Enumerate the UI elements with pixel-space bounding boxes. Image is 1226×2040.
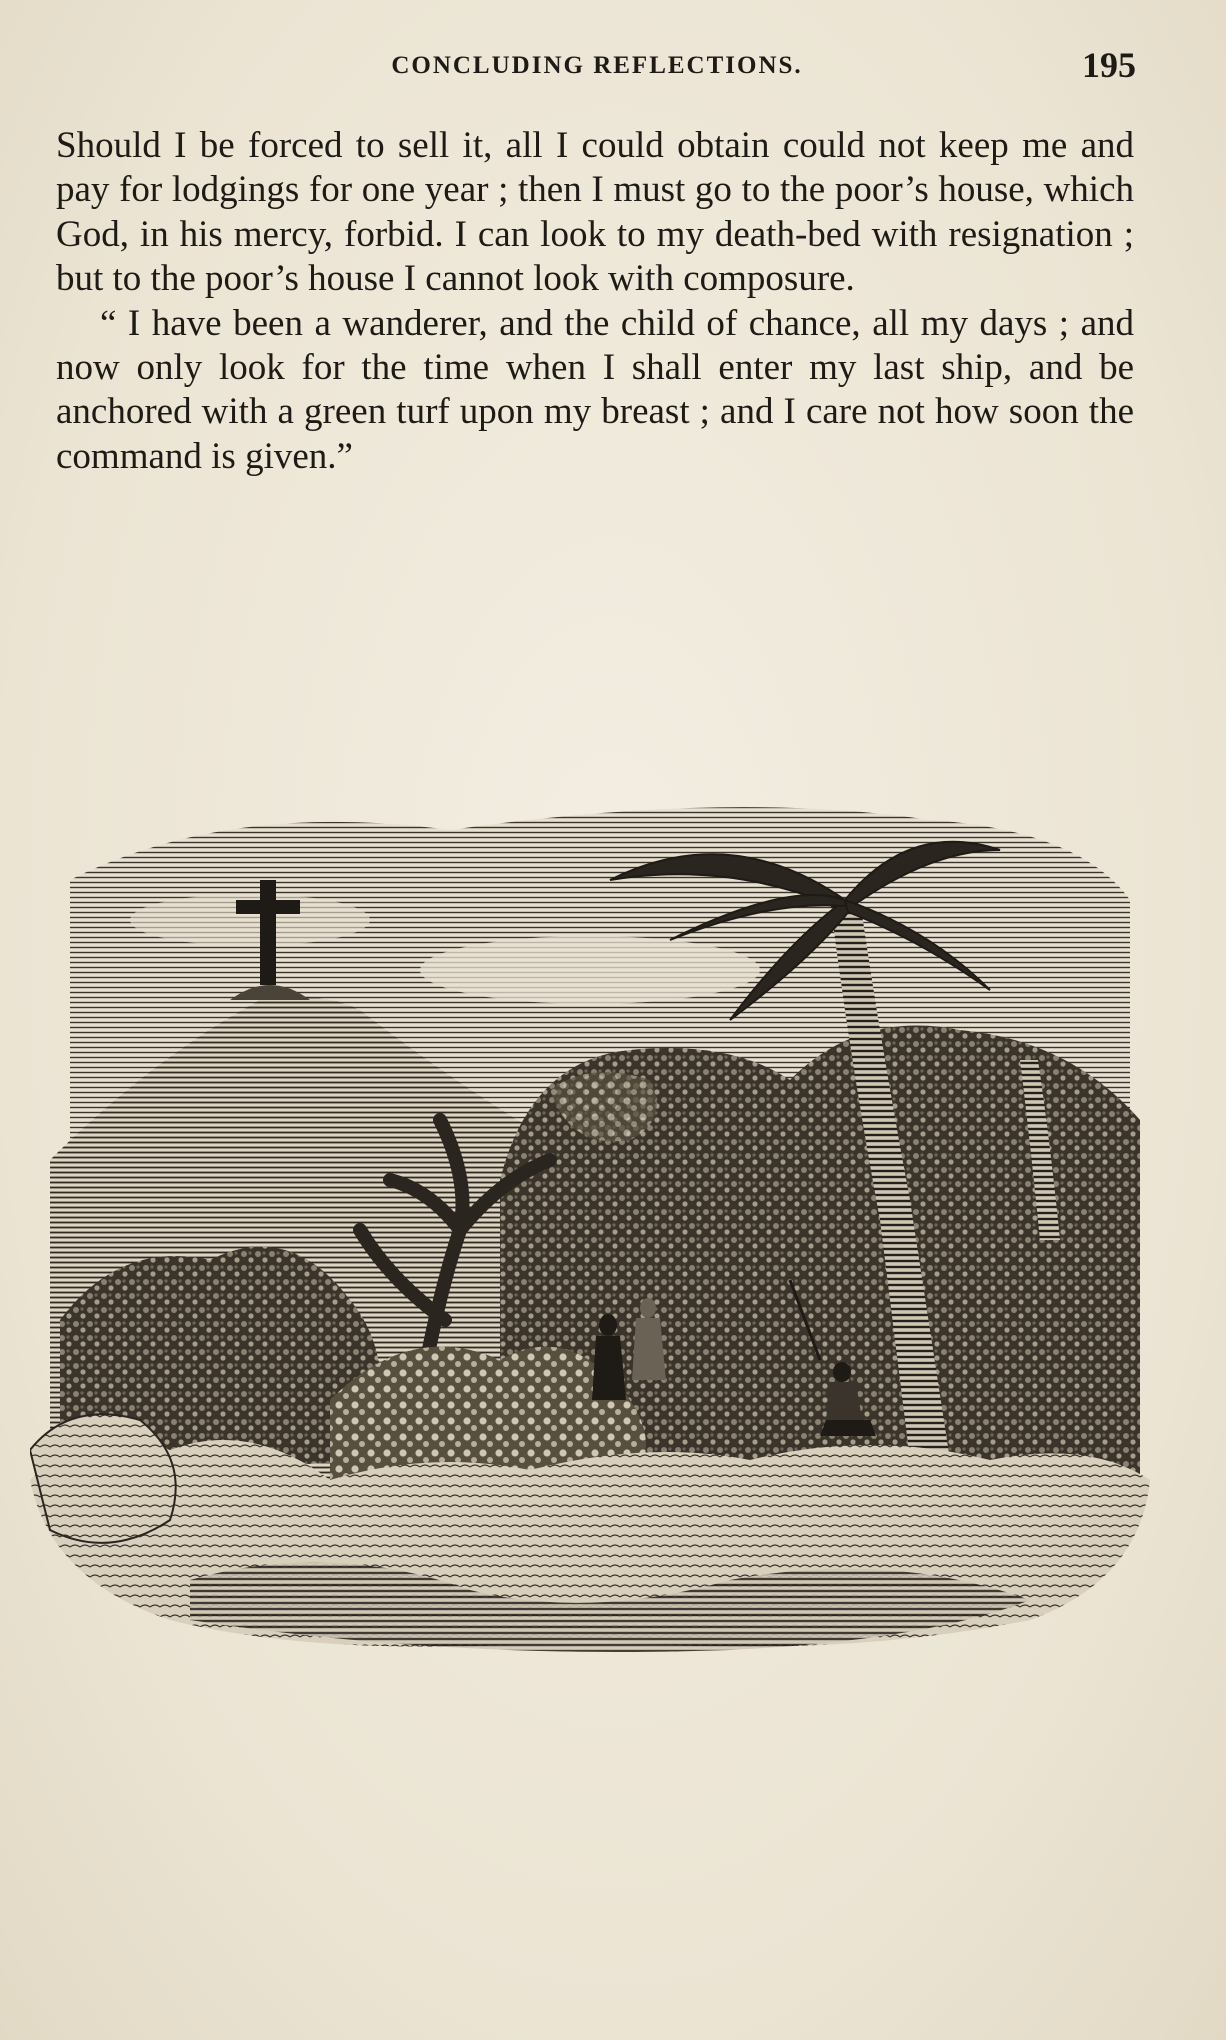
running-title: CONCLUDING REFLECTIONS. — [391, 52, 803, 79]
grave-cross-bar — [236, 900, 300, 914]
cloud — [420, 936, 760, 1004]
grave-cross-post — [260, 880, 276, 985]
rock-left — [30, 1414, 176, 1543]
page-number: 195 — [1082, 45, 1136, 85]
body-text — [56, 124, 1134, 479]
running-head — [58, 44, 1136, 94]
engraving-illustration — [30, 760, 1160, 1700]
paragraph-2: “ I have been a wanderer, and the child of chance, all my days ; and now only look for the time when I shall enter my last ship, and be anchored with a green turf upon my breast ; and I care not how soon the command is given.” — [56, 302, 1134, 477]
paragraph-1: Should I be forced to sell it, all I could obtain could not keep me and pay for lodgings for one year ; then I must go to the poor’s house, which God, in his mercy, forbid. I can look to my death-bed with resignation ; but to the poor’s house I cannot look with composure. — [56, 125, 1134, 300]
